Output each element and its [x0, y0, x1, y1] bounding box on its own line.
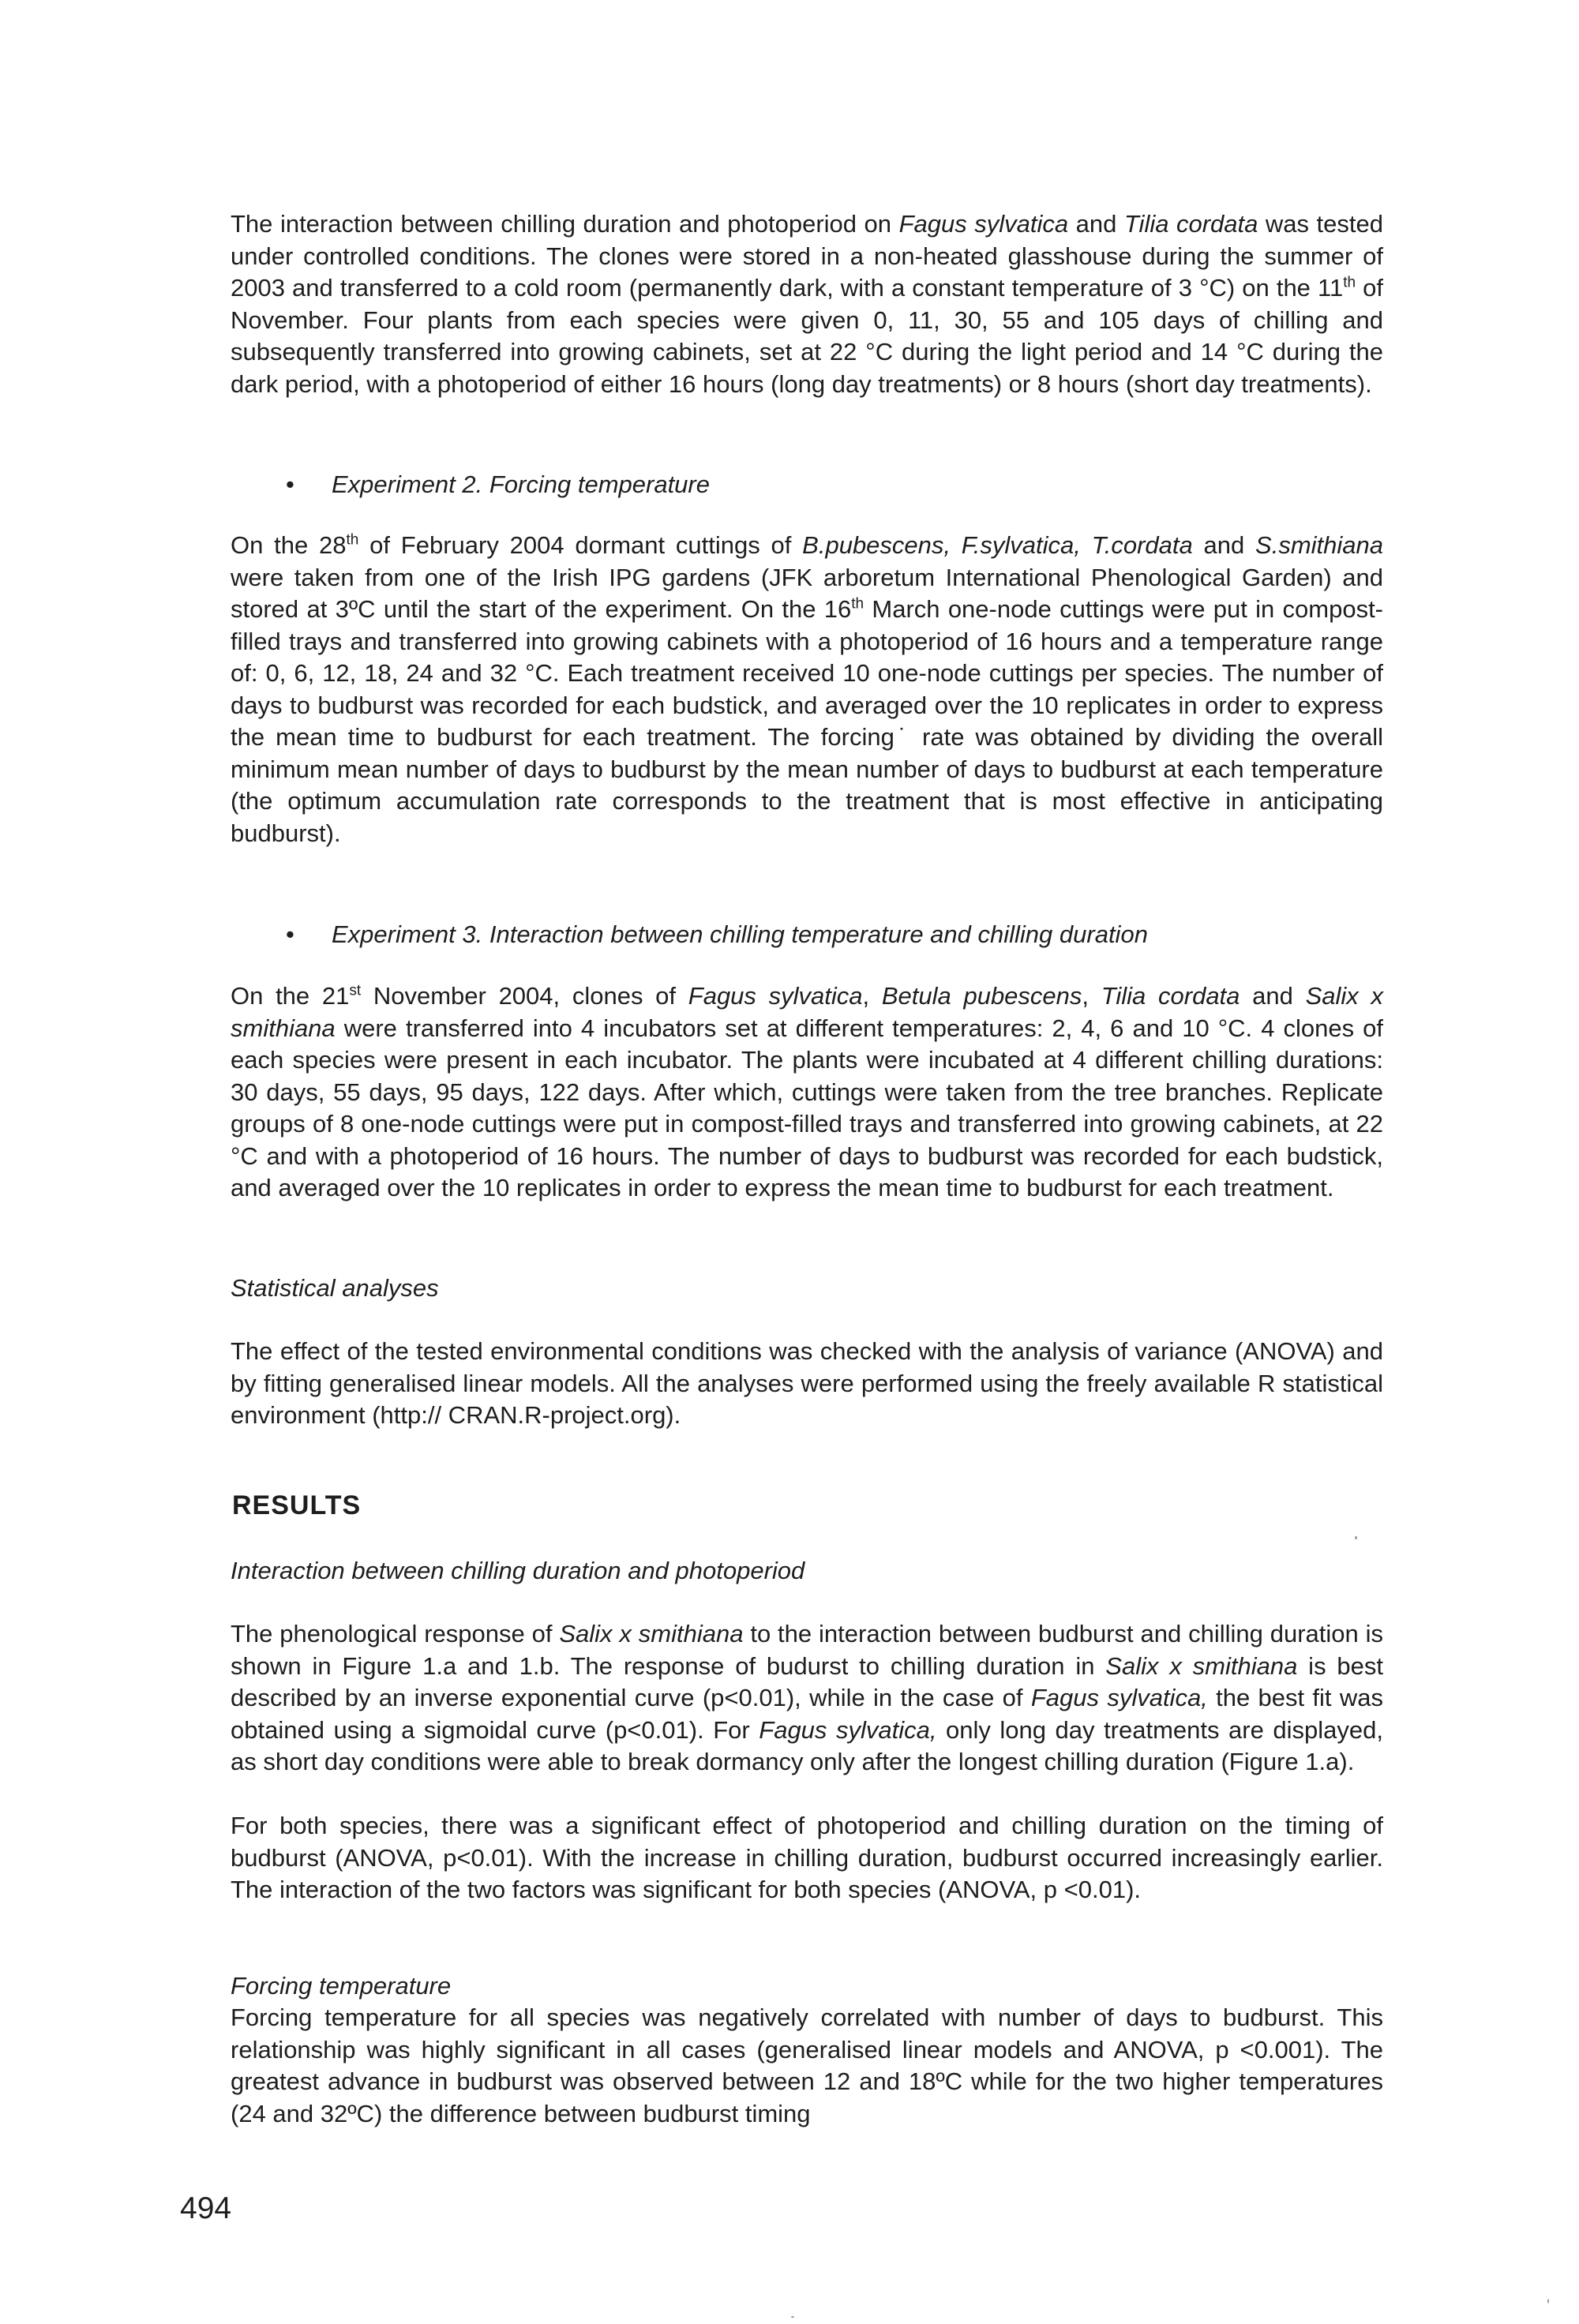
subheading-forcing-temperature: Forcing temperature [231, 1972, 452, 2000]
species-name: Fagus sylvatica [898, 210, 1069, 238]
scan-speck [1355, 1536, 1357, 1539]
methods-paragraph-photoperiod: The interaction between chilling duration and photoperiod on Fagus sylvatica and Tilia cordata was tested under controlled conditions. The clones were stored in a non-heated glasshouse during the summer of 2003 and transferred to a cold room (permanently dark, with a constant temperature of 3 °C) on the 11th of November. Four plants from each species were given 0, 11, 30, 55 and 105 days of chilling and subsequently transferred into growing cabinets, set at 22 °C during the light period and 14 °C during the dark period, with a photoperiod of either 16 hours (long day treatments) or 8 hours (short day treatments). [231, 210, 1384, 398]
species-name: Salix x smithiana [1105, 1651, 1298, 1680]
methods-paragraph-chilling: On the 21st November 2004, clones of Fagus sylvatica, Betula pubescens, Tilia cordata and Salix x smithiana were transferred into 4 incubators set at different temperatures: 2, 4, 6 and 10 °C. 4 clones of each species were present in each incubator. The plants were incubated at 4 different chilling durations: 30 days, 55 days, 95 days, 122 days. After which, cuttings were taken from the tree branches. Replicate groups of 8 one-node cuttings were put in compost-filled trays and transferred into growing cabinets, at 22 °C and with a photoperiod of 16 hours. The number of days to budburst was recorded for each budstick, and averaged over the 10 replicates in order to express the mean time to budburst for each treatment. [231, 982, 1383, 1201]
methods-paragraph-forcing: On the 28th of February 2004 dormant cuttings of B.pubescens, F.sylvatica, T.cordata and S.smithiana were taken from one of the Irish IPG gardens (JFK arboretum International Phenological Garden) and stored at 3ºC until the start of the experiment. On the 16th March one-node cuttings were put in compost-filled trays and transferred into growing cabinets with a photoperiod of 16 hours and a temperature range of: 0, 6, 12, 18, 24 and 32 °C. Each treatment received 10 one-node cuttings per species. The number of days to budburst was recorded for each budstick, and averaged over the 10 replicates in order to express the mean time to budburst for each treatment. The forcing˙ rate was obtained by dividing the overall minimum mean number of days to budburst by the mean number of days to budburst at each temperature (the optimum accumulation rate corresponds to the treatment that is most effective in anticipating budburst). [231, 531, 1384, 847]
results-heading: RESULTS [232, 1490, 362, 1520]
page-number: 494 [180, 2191, 232, 2225]
species-name: Fagus sylvatica, [759, 1715, 937, 1744]
scan-speck [791, 2316, 794, 2318]
species-name: Tilia cordata [1123, 210, 1258, 238]
subheading-statistical-analyses: Statistical analyses [231, 1274, 439, 1302]
subheading-chilling-photoperiod: Interaction between chilling duration and photoperiod [231, 1557, 805, 1584]
species-name: Salix x smithiana [231, 982, 1383, 1042]
species-name: S.smithiana [1255, 531, 1384, 559]
species-name: B.pubescens, F.sylvatica, T.cordata [802, 531, 1193, 559]
species-name: Fagus sylvatica [688, 982, 863, 1010]
results-paragraph-forcing: Forcing temperature for all species was negatively correlated with number of days to budburst. This relationship was highly significant in all cases (generalised linear models and ANOVA, p <0.001). The greatest advance in budburst was observed between 12 and 18ºC while for the two higher temperatures (24 and 32ºC) the difference between budburst timing [231, 2004, 1383, 2127]
species-name: Tilia cordata [1101, 982, 1240, 1010]
experiment-3-heading: • Experiment 3. Interaction between chilling temperature and chilling duration [286, 919, 1148, 950]
scan-speck [1547, 2299, 1549, 2303]
species-name: Salix x smithiana [559, 1620, 744, 1647]
species-name: Betula pubescens [881, 982, 1082, 1010]
experiment-2-heading: • Experiment 2. Forcing temperature [286, 469, 710, 500]
species-name: Fagus sylvatica, [1030, 1684, 1208, 1711]
results-paragraph-photoperiod: For both species, there was a significant effect of photoperiod and chilling duration on the timing of budburst (ANOVA, p<0.01). With the increase in chilling duration, budburst occurred increasingly earlier. The interaction of the two factors was significant for both species (ANOVA, p <0.01). [231, 1812, 1383, 1903]
results-paragraph-chilling: The phenological response of Salix x smithiana to the interaction between budburst and chilling duration is shown in Figure 1.a and 1.b. The response of budurst to chilling duration in Salix x smithiana is best described by an inverse exponential curve (p<0.01), while in the case of Fagus sylvatica, the best fit was obtained using a sigmoidal curve (p<0.01). For Fagus sylvatica, only long day treatments are displayed, as short day conditions were able to break dormancy only after the longest chilling duration (Figure 1.a). [231, 1620, 1384, 1775]
bullet-icon: • [286, 470, 294, 498]
bullet-icon: • [286, 920, 294, 948]
statistics-paragraph: The effect of the tested environmental conditions was checked with the analysis of variance (ANOVA) and by fitting generalised linear models. All the analyses were performed using the freely available R statistical environment (http:// CRAN.R-project.org). [231, 1337, 1383, 1429]
